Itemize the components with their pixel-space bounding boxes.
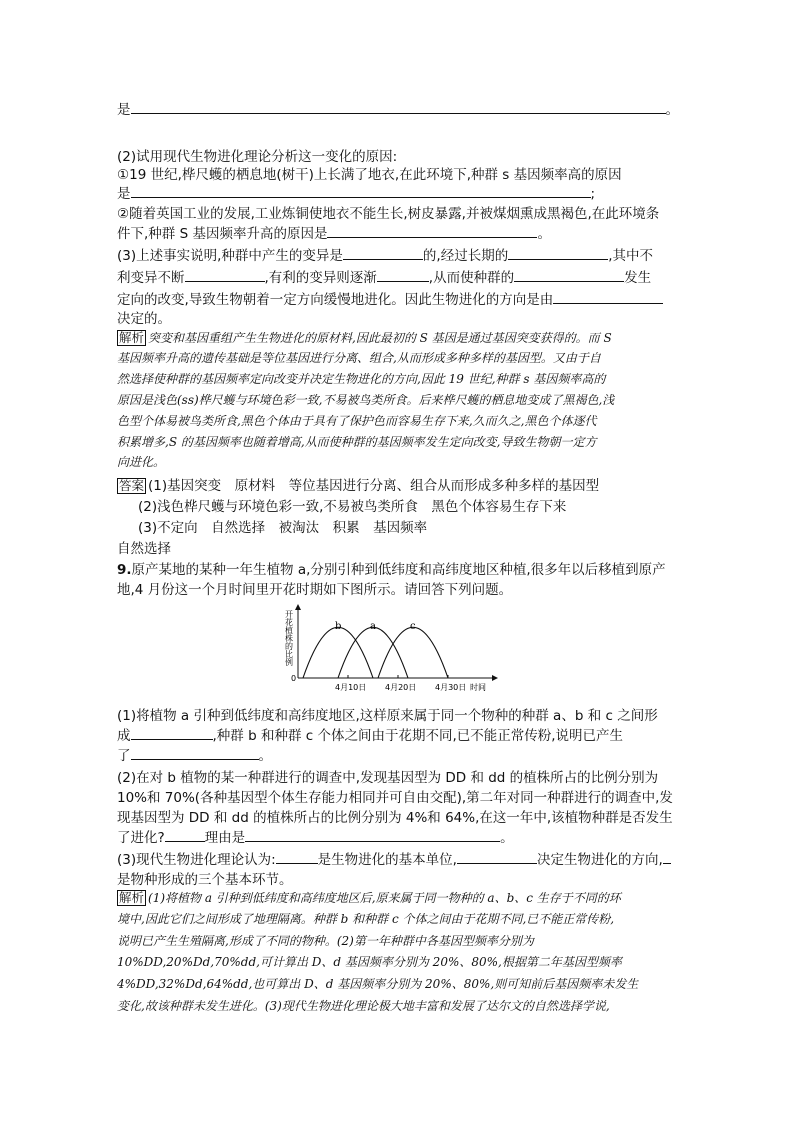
- x-tick-label: 4月20日: [385, 683, 417, 692]
- answer-line-top: 是 。: [117, 102, 679, 118]
- blank: [131, 100, 666, 114]
- series-curve-b: [303, 627, 373, 678]
- q9-sub1-line2: 成 ,种群 b 和种群 c 个体之间由于花期不同,已不能正常传粉,说明已产生: [117, 728, 624, 744]
- analysis-1-line: 然选择使种群的基因频率定向改变并决定生物进化的方向,因此 19 世纪,种群 s 基因频率高的: [117, 372, 606, 386]
- analysis-1-line: 积累增多,S 的基因频率也随着增高,从而使种群的基因频率发生定向改变,导致生物朝一定方: [117, 435, 597, 449]
- analysis-2-line: 4%DD,32%Dd,64%dd,也可算出 D、d 基因频率分别为 20%、80%,则可知前后基因频率未发生: [117, 977, 639, 991]
- q9-sub3-line1: (3)现代生物进化理论认为: 是生物进化的基本单位, 决定生物进化的方向,: [117, 848, 671, 868]
- analysis-2-line: 10%DD,20%Dd,70%dd,可计算出 D、d 基因频率分别为 20%、80%,根据第二年基因型频率: [117, 955, 622, 969]
- question-3-line1: (3)上述事实说明,种群中产生的变异是 的,经过长期的 ,其中不: [117, 248, 654, 264]
- analysis-tag: 解析: [119, 890, 145, 905]
- analysis-2-line: 变化,故该种群未发生进化。(3)现代生物进化理论极大地丰富和发展了达尔文的自然选择学说,: [117, 999, 610, 1013]
- flowering-chart: [280, 602, 510, 694]
- x-axis-arrow: [492, 675, 498, 681]
- q9-sub1: (1)将植物 a 引种到低纬度和高纬度地区,这样原来属于同一个物种的种群 a、b 和 c 之间形: [117, 708, 658, 724]
- y-axis-arrow: [295, 604, 301, 610]
- q9-sub3-line2: 是物种形成的三个基本环节。: [117, 872, 293, 888]
- analysis-1-line: 向进化。: [117, 455, 166, 469]
- q9-sub2: 现基因型为 DD 和 dd 的植株所占的比例分别为 4%和 64%,在这一年中,该植物种群是否发生: [117, 810, 673, 826]
- series-label-c: c: [410, 621, 416, 632]
- question-3-line4: 决定的。: [117, 311, 171, 327]
- answer-1-line: 自然选择: [117, 541, 171, 557]
- x-tick-label: 4月30日: [435, 683, 467, 692]
- answer-1: 答案 (1)基因突变 原材料 等位基因进行分离、组合从而形成多种多样的基因型: [119, 478, 600, 494]
- analysis-1-line: 原因是浅色(ss)桦尺蠖与环境色彩一致,不易被鸟类所食。后来桦尺蠖的栖息地变成了黑褐色,浅: [117, 393, 615, 407]
- blank: [131, 184, 591, 198]
- y-axis-label: 开花植株的比例: [284, 610, 294, 666]
- q9-sub1-line3: 了 。: [117, 748, 272, 764]
- series-curve-c: [378, 627, 448, 678]
- x-axis-label: 时间: [470, 683, 486, 692]
- blank: [327, 224, 537, 238]
- q9-sub2: 10%和 70%(各种基因型个体生存能力相同并可自由交配),第二年对同一种群进行的调查中,发: [117, 790, 673, 806]
- series-label-a: a: [370, 621, 376, 632]
- q9-sub2: (2)在对 b 植物的某一种群进行的调查中,发现基因型为 DD 和 dd 的植株所占的比例分别为: [117, 770, 659, 786]
- series-label-b: b: [335, 621, 342, 632]
- x-tick-label: 4月10日: [335, 683, 367, 692]
- q9-sub2-line4: 了进化? 理由是 。: [117, 830, 514, 846]
- question-2: (2)试用现代生物进化理论分析这一变化的原因:: [117, 149, 398, 165]
- analysis-1-line: 基因频率升高的遗传基础是等位基因进行分离、组合,从而形成多种多样的基因型。又由于自: [117, 351, 601, 365]
- question-3-line2: 利变异不断 ,有利的变异则逐渐 ,从而使种群的 发生: [117, 270, 652, 286]
- analysis-2: 解析 (1)将植物 a 引种到低纬度和高纬度地区后,原来属于同一物种的 a、b、c 生存于不同的环: [119, 890, 621, 905]
- question-9-stem-2: 地,4 月份这一个月时间里开花时期如下图所示。请回答下列问题。: [117, 582, 513, 598]
- question-2-1: ①19 世纪,桦尺蠖的栖息地(树干)上长满了地衣,在此环境下,种群 s 基因频率高的原因: [117, 167, 622, 183]
- question-2-2: ②随着英国工业的发展,工业炼铜使地衣不能生长,树皮暴露,并被煤烟熏成黑褐色,在此环境条: [117, 206, 660, 222]
- analysis-2-line: 说明已产生生殖隔离,形成了不同的物种。(2)第一年种群中各基因型频率分别为: [117, 934, 534, 948]
- answer-1-line: (2)浅色桦尺蠖与环境色彩一致,不易被鸟类所食 黑色个体容易生存下来: [138, 499, 567, 515]
- question-2-2-blank: 件下,种群 S 基因频率升高的原因是 。: [117, 226, 551, 242]
- origin-label: 0: [291, 674, 297, 683]
- question-3-line3: 定向的改变,导致生物朝着一定方向缓慢地进化。因此生物进化的方向是由: [117, 288, 663, 308]
- question-2-1-blank: 是 ;: [117, 186, 596, 202]
- series-curve-a: [338, 627, 408, 678]
- question-9-stem: 9.原产某地的某种一年生植物 a,分别引种到低纬度和高纬度地区种植,很多年以后移植到原产: [117, 562, 666, 578]
- analysis-tag: 解析: [119, 330, 145, 345]
- answer-1-line: (3)不定向 自然选择 被淘汰 积累 基因频率: [138, 520, 428, 536]
- analysis-1: 解析 突变和基因重组产生生物进化的原材料,因此最初的 S 基因是通过基因突变获得的。而 S: [119, 330, 612, 345]
- analysis-1-line: 色型个体易被鸟类所食,黑色个体由于具有了保护色而容易生存下来,久而久之,黑色个体逐代: [117, 414, 597, 428]
- answer-tag: 答案: [119, 478, 145, 493]
- analysis-2-line: 境中,因此它们之间形成了地理隔离。种群 b 和种群 c 个体之间由于花期不同,已不能正常传粉,: [117, 912, 615, 926]
